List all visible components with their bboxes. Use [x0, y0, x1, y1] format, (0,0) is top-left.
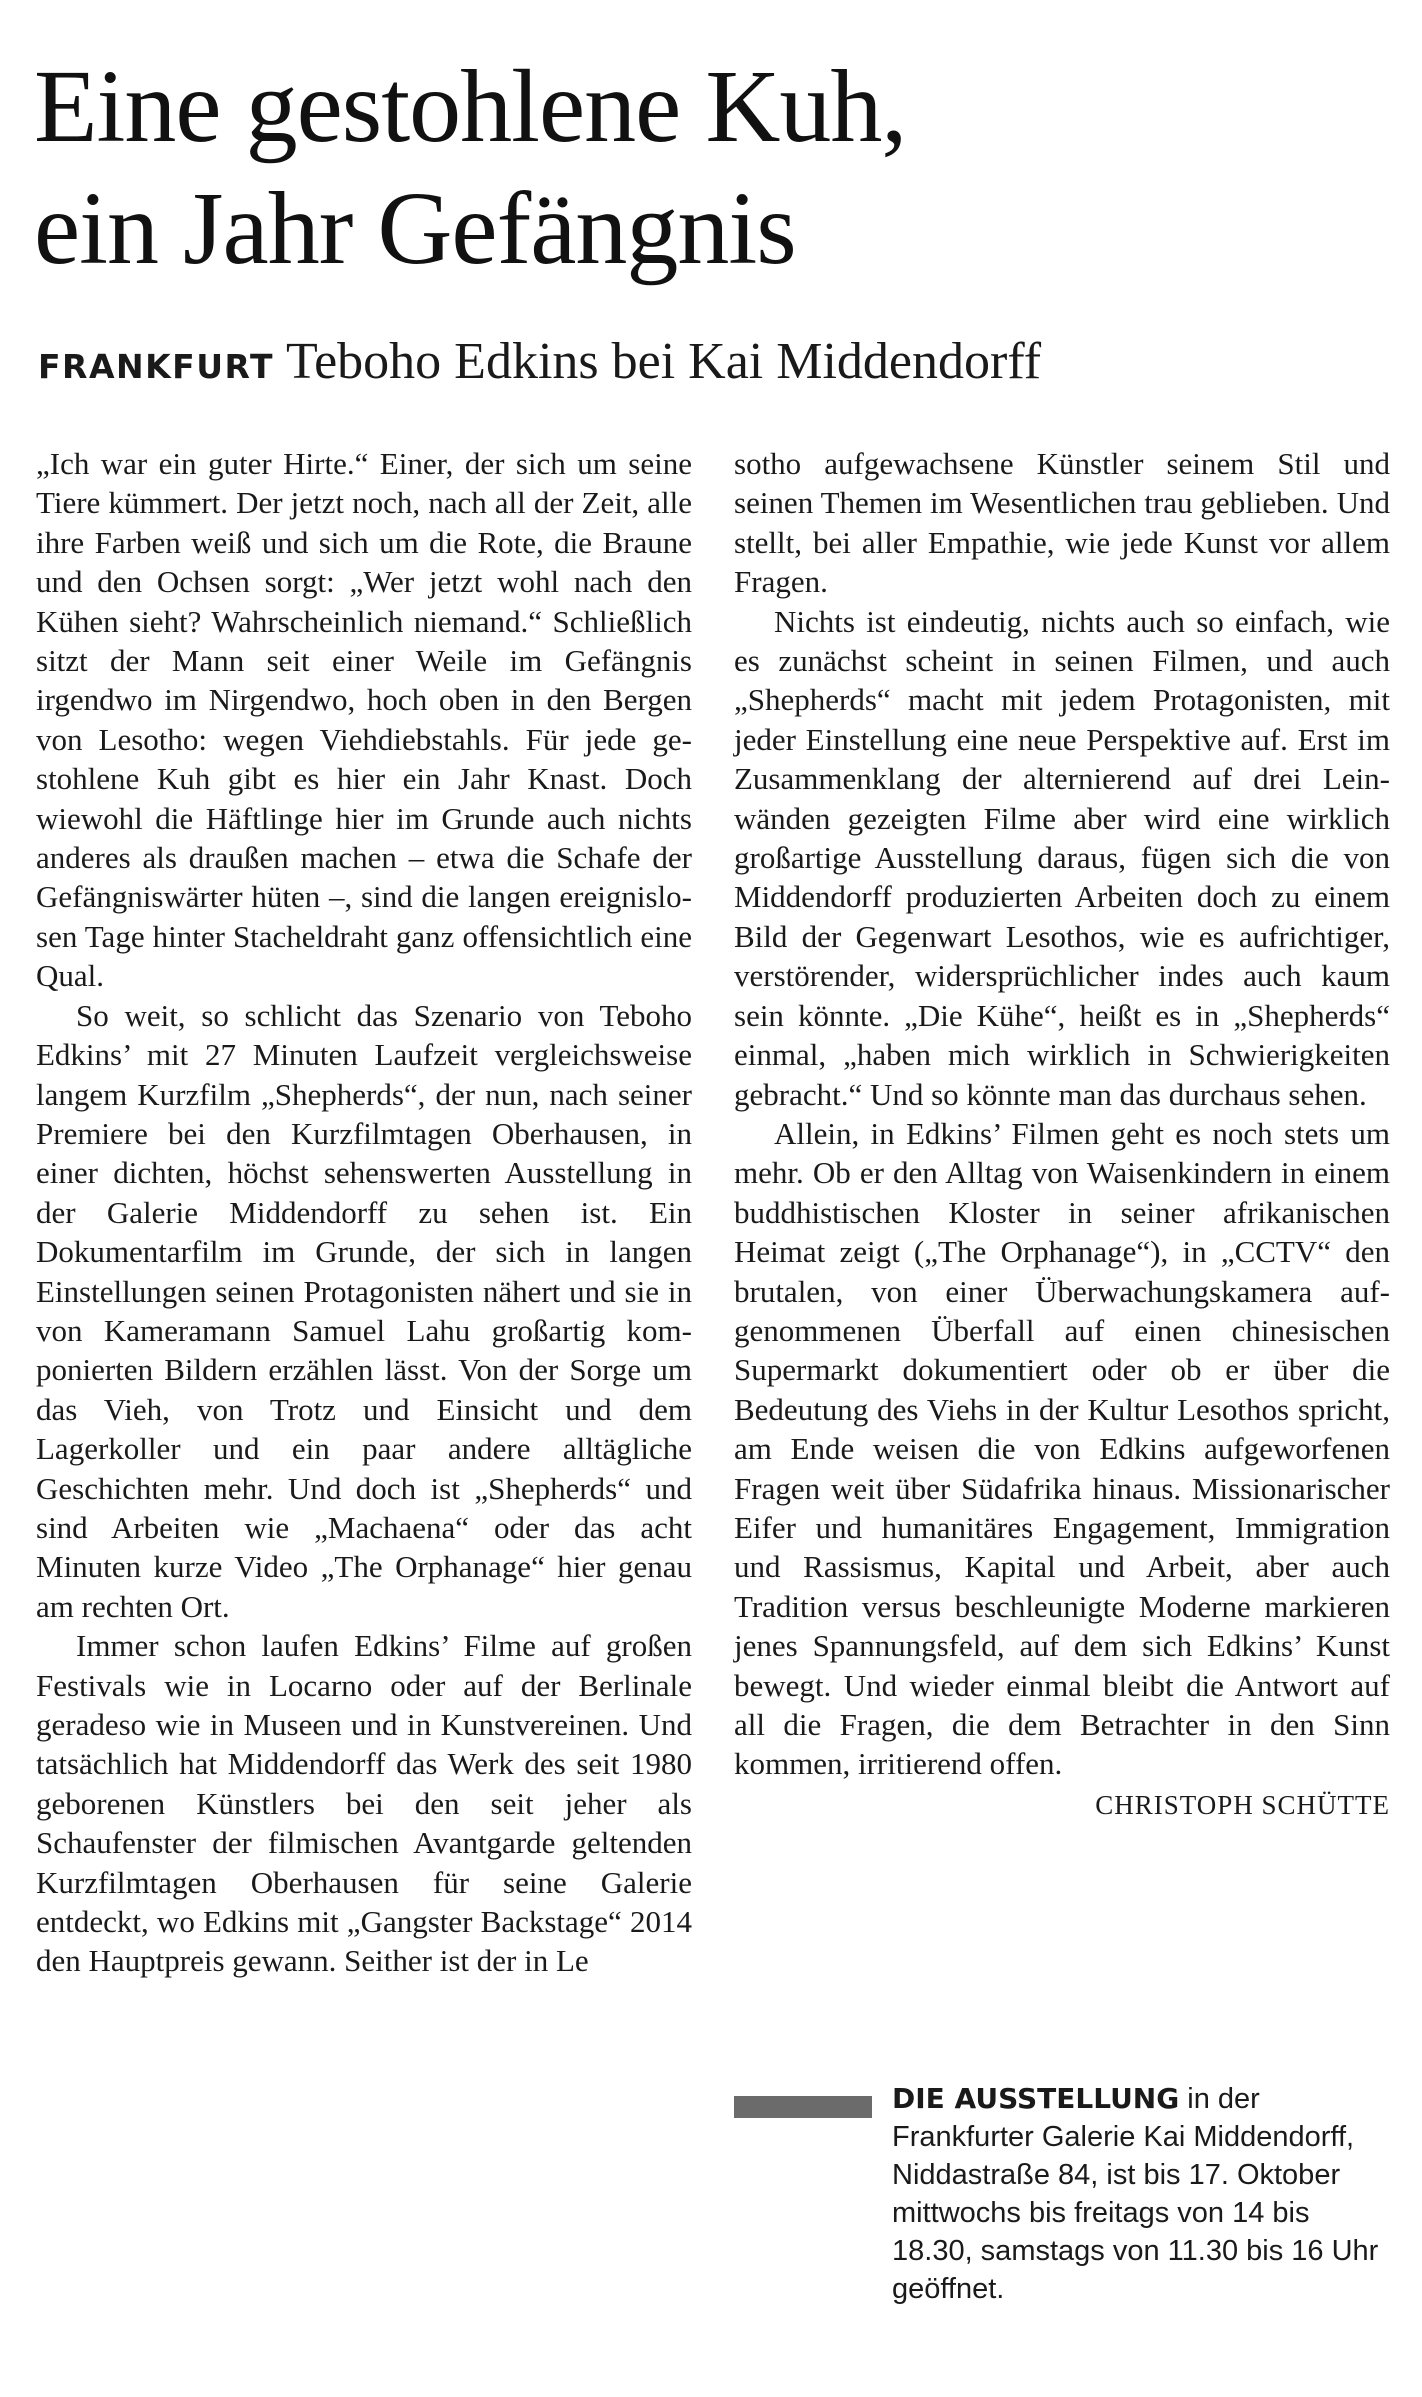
body-paragraph-5: Allein, in Edkins’ Filmen geht es noch stets um mehr. Ob er den Alltag von Waisenkindern in einem buddhistischen Kloster in seiner afrikanischen Heimat zeigt („The Orphanage“), in „CCTV“ den brutalen, von einer Überwachungskamera aufgenommenen Überfall auf einen chinesischen Supermarkt dokumentiert oder ob er über die Bedeutung des Viehs in der Kultur Lesothos spricht, am Ende weisen die von Edkins aufgeworfenen Fragen weit über Südafrika hinaus. Missionarischer Eifer und humanitäres Engagement, Immigration und Rassismus, Kapital und Arbeit, aber auch Tradition versus beschleunigte Moderne markieren jenes Spannungsfeld, auf dem sich Edkins’ Kunst bewegt. Und wieder einmal bleibt die Antwort auf all die Fragen, die dem Betrachter in den Sinn kommen, irritierend offen. — [734, 1115, 1390, 1782]
body-paragraph-1: „Ich war ein guter Hirte.“ Einer, der sich um seine Tiere kümmert. Der jetzt noch, nach all der Zeit, alle ihre Farben weiß und sich um die Rote, die Braune und den Ochsen sorgt: „Wer jetzt wohl nach den Kühen sieht? Wahrscheinlich niemand.“ Schließlich sitzt der Mann seit einer Weile im Gefängnis irgendwo im Nirgendwo, hoch oben in den Bergen von Lesotho: wegen Viehdiebstahls. Für jede gestohlene Kuh gibt es hier ein Jahr Knast. Doch wiewohl die Häftlinge hier im Grunde auch nichts anderes als draußen machen – etwa die Schafe der Gefängniswärter hüten –, sind die langen ereignislosen Tage hinter Stacheldraht ganz offensichtlich eine Qual. — [36, 446, 692, 994]
info-marker-bar — [734, 2096, 872, 2118]
body-column-left — [36, 444, 692, 1981]
exhibition-info-box — [734, 2080, 1390, 2305]
body-paragraph-3: Immer schon laufen Edkins’ Filme auf großen Festivals wie in Locarno oder auf der Berlinale geradeso wie in Museen und in Kunstvereinen. Und tatsächlich hat Middendorff das Werk des seit 1980 geborenen Künstlers bei den seit jeher als Schaufenster der filmischen Avantgarde geltenden Kurzfilmtagen Oberhausen für seine Galerie entdeckt, wo Edkins mit „Gangster Backstage“ 2014 den Hauptpreis gewann. Seither ist der in Le — [36, 1628, 692, 1979]
headline-line-2: ein Jahr Gefängnis — [34, 171, 796, 286]
headline-line-1: Eine gestohlene Kuh, — [34, 49, 907, 164]
body-paragraph-2: So weit, so schlicht das Szenario von Teboho Edkins’ mit 27 Minuten Laufzeit vergleichsweise langem Kurzfilm „Shepherds“, der nun, nach seiner Premiere bei den Kurzfilmtagen Oberhausen, in einer dichten, höchst sehenswerten Ausstellung in der Galerie Middendorff zu sehen ist. Ein Dokumentarfilm im Grunde, der sich in langen Einstellungen seinen Protagonisten nähert und sie in von Kameramann Samuel Lahu großartig komponierten Bildern erzählen lässt. Von der Sorge um das Vieh, von Trotz und Einsicht und dem Lagerkoller und ein paar andere alltägliche Geschichten mehr. Und doch ist „Shepherds“ und sind Arbeiten wie „Machaena“ oder das acht Minuten kurze Video „The Orphanage“ hier genau am rechten Ort. — [36, 997, 692, 1624]
exhibition-info-label: DIE AUSSTELLUNG — [892, 2082, 1180, 2115]
body-column-right — [734, 444, 1390, 1825]
body-paragraph-3-continued: sotho aufgewachsene Künstler seinem Stil und seinen Themen im Wesentlichen trau geblieben. Und stellt, bei aller Empathie, wie jede Kunst vor allem Fragen. — [734, 446, 1390, 600]
topline — [38, 332, 1378, 391]
subheadline: Teboho Edkins bei Kai Middendorff — [285, 333, 1042, 390]
author-byline: CHRISTOPH SCHÜTTE — [1095, 1789, 1390, 1820]
body-paragraph-4: Nichts ist eindeutig, nichts auch so einfach, wie es zunächst scheint in seinen Filmen, und auch „Shepherds“ macht mit jedem Protagonisten, mit jeder Einstellung eine neue Perspektive auf. Erst im Zusammenklang der alternierend auf drei Leinwänden gezeigten Filme aber wird eine wirklich großartige Ausstellung daraus, fügen sich die von Middendorff produzierten Arbeiten doch zu einem Bild der Gegenwart Lesothos, wie es aufrichtiger, verstörender, widersprüchlicher indes auch kaum sein könnte. „Die Kühe“, heißt es in „Shepherds“ einmal, „haben mich wirklich in Schwierigkeiten gebracht.“ Und so könnte man das durchaus sehen. — [734, 603, 1390, 1112]
exhibition-info-text — [892, 2080, 1390, 2308]
headline — [34, 46, 1394, 290]
exhibition-info-details: in der Frankfurter Galerie Kai Middendorff, Niddastraße 84, ist bis 17. Oktober mittwochs bis freitags von 14 bis 18.30, samstags von 11.30 bis 16 Uhr geöffnet. — [892, 2083, 1379, 2305]
dateline-kicker: FRANKFURT — [38, 347, 274, 386]
